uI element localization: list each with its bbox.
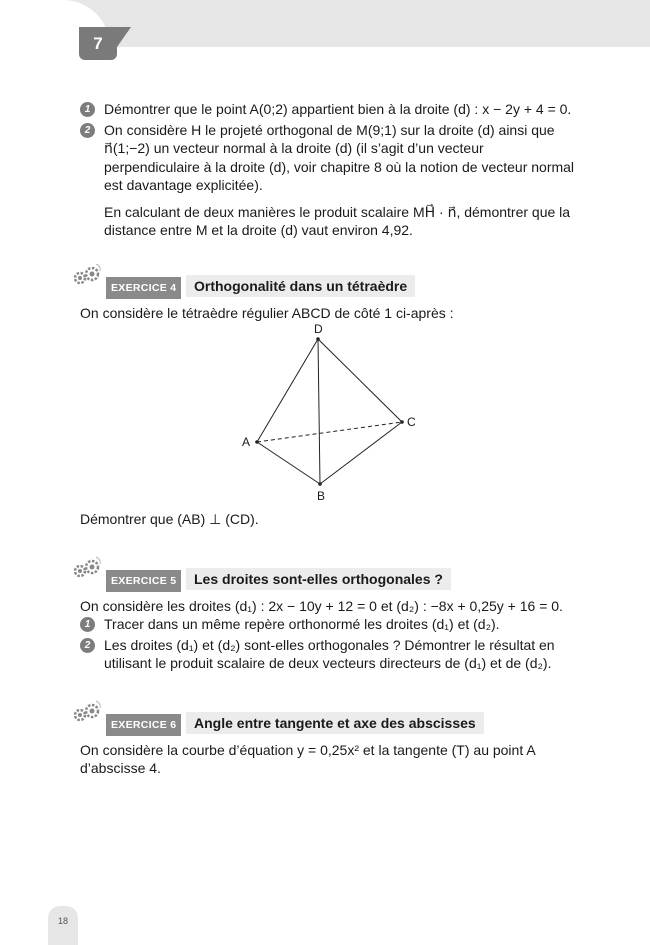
edge-bc — [320, 422, 402, 484]
chapter-tab-corner — [117, 27, 131, 47]
exercise-6-header — [80, 709, 580, 735]
point-a — [255, 440, 259, 444]
number-badge: 2 — [80, 123, 95, 138]
edge-ab — [257, 442, 320, 484]
number-badge: 1 — [80, 102, 95, 117]
point-b — [318, 482, 322, 486]
gears-icon — [70, 262, 102, 290]
exercise-4-question: Démontrer que (AB) ⊥ (CD). — [80, 511, 259, 527]
intro-question-2 — [80, 121, 580, 195]
exercise-badge: EXERCICE 5 — [106, 570, 181, 593]
label-a: A — [242, 435, 251, 449]
exercise-title: Les droites sont-elles orthogonales ? — [186, 568, 451, 591]
tetrahedron-figure — [80, 324, 580, 504]
label-b: B — [317, 489, 326, 503]
intro-paragraph: En calculant de deux manières le produit scalaire MH⃗ · n⃗, démontrer que la distance entre M et la droite (d) vaut environ 4,92. — [104, 203, 571, 238]
edge-db — [318, 339, 320, 484]
exercise-5-header — [80, 565, 580, 591]
exercise-6-text: On considère la courbe d’équation y = 0,25x² et la tangente (T) au point A d’abscisse 4. — [80, 741, 535, 776]
point-d — [316, 337, 320, 341]
gears-icon — [70, 555, 102, 583]
point-c — [400, 420, 404, 424]
exercise-title: Orthogonalité dans un tétraèdre — [186, 275, 415, 298]
exercise-5-question-2 — [80, 636, 580, 673]
number-badge: 2 — [80, 638, 95, 653]
top-band — [40, 0, 650, 47]
exercise-4-header — [80, 272, 580, 298]
exercise-4-intro: On considère le tétraèdre régulier ABCD de côté 1 ci-après : — [80, 304, 454, 321]
exercise-5-intro: On considère les droites (d₁) : 2x − 10y + 12 = 0 et (d₂) : −8x + 0,25y + 16 = 0. — [80, 597, 563, 614]
question-text: On considère H le projeté orthogonal de M(9;1) sur la droite (d) ainsi que n⃗(1;−2) un vecteur normal à la droite (d) (il s’agit d’un vecteur perpendiculaire à la droite (d), voir chapitre 8 où la notion de vecteur normal est davantage explicitée). — [104, 121, 575, 193]
page-content — [80, 100, 580, 778]
edge-ad — [257, 339, 318, 442]
gears-icon — [70, 699, 102, 727]
question-text: Tracer dans un même repère orthonormé les droites (d₁) et (d₂). — [104, 616, 500, 632]
edge-dc — [318, 339, 402, 422]
exercise-5-question-1 — [80, 615, 580, 634]
chapter-number: 7 — [79, 27, 117, 60]
number-badge: 1 — [80, 617, 95, 632]
question-text: Les droites (d₁) et (d₂) sont-elles orthogonales ? Démontrer le résultat en utilisant le produit scalaire de deux vecteurs directeurs de (d₁) et de (d₂). — [104, 636, 555, 671]
intro-question-1 — [80, 100, 580, 119]
exercise-badge: EXERCICE 4 — [106, 277, 181, 300]
exercise-title: Angle entre tangente et axe des abscisses — [186, 712, 484, 735]
label-d: D — [314, 324, 323, 336]
question-text: Démontrer que le point A(0;2) appartient bien à la droite (d) : x − 2y + 4 = 0. — [104, 101, 572, 117]
label-c: C — [407, 415, 416, 429]
page-number: 18 — [48, 906, 78, 945]
exercise-badge: EXERCICE 6 — [106, 714, 181, 737]
